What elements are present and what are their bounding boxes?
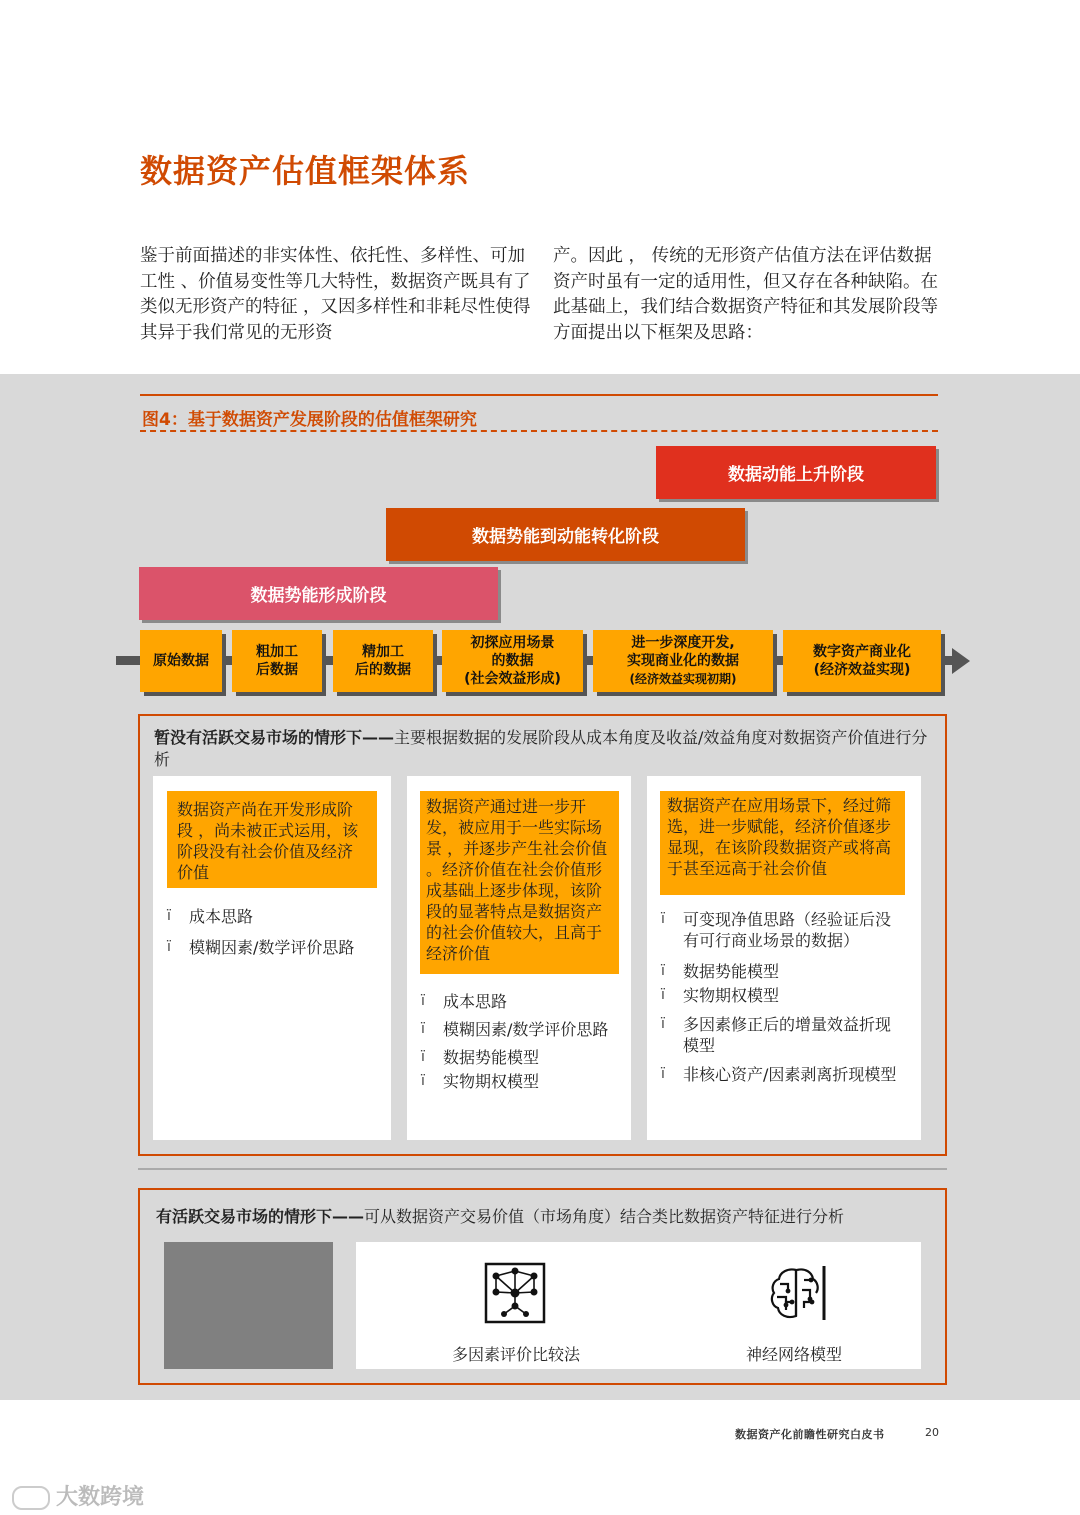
list-item: ï 数据势能模型: [421, 1047, 611, 1068]
figure-caption: 图4：基于数据资产发展阶段的估值框架研究: [142, 410, 477, 430]
stage-label: 数据动能上升阶段: [728, 465, 864, 485]
intro-right-column: 产。因此 ， 传统的无形资产估值方法在评估数据资产时虽有一定的适用性，但又存在各种缺陷。在此基础上，我们结合数据资产特征和其发展阶段等方面提出以下框架及思路：: [553, 246, 938, 343]
step-line: 精加工: [362, 644, 404, 660]
step-line: 粗加工: [256, 644, 298, 660]
caption-top-rule: [140, 394, 938, 396]
page-title: 数据资产估值框架体系: [140, 152, 471, 190]
list-item: ï 数据势能模型: [661, 961, 897, 982]
list-item: ï 多因素修正后的增量效益折现模型: [661, 1014, 897, 1056]
method-label-multifactor: 多因素评价比较法: [451, 1345, 580, 1364]
step-line: 的数据: [491, 653, 534, 669]
step-line: 后的数据: [355, 662, 411, 678]
footer-page-number: 20: [925, 1426, 939, 1439]
stage-bar-potential-formation: [139, 567, 498, 620]
list-item: ï 成本思路: [421, 991, 611, 1012]
step-line: 进一步深度开发,: [631, 635, 735, 651]
watermark-text: 大数跨境: [56, 1485, 145, 1510]
caption-bottom-rule: [140, 430, 938, 432]
heading-text: 主要根据数据的发展阶段从成本角度及收益/效益角度对数据资产价值进行分析: [154, 728, 928, 769]
heading-bold: 有活跃交易市场的情形下——: [156, 1207, 365, 1226]
heading-text: 可从数据资产交易价值（市场角度）结合类比数据资产特征进行分析: [364, 1207, 845, 1226]
list-item: ï 实物期权模型: [421, 1071, 611, 1092]
section-divider: [138, 1168, 947, 1170]
stage-bar-kinetic-rise: [656, 446, 936, 499]
step-fine-processed: [333, 630, 433, 692]
step-line: 初探应用场景: [470, 635, 555, 651]
list-item: ï 模糊因素/数学评价思路: [167, 937, 367, 958]
stage-label: 数据势能到动能转化阶段: [472, 527, 659, 547]
footer-document-title: 数据资产化前瞻性研究白皮书: [735, 1428, 885, 1441]
step-rough-processed: [232, 630, 322, 692]
step-commercialization: [593, 630, 773, 692]
market-heading: [156, 1206, 936, 1228]
list-item: ï 模糊因素/数学评价思路: [421, 1019, 611, 1040]
watermark-logo-icon: [12, 1486, 50, 1510]
intro-left-column: 鉴于前面描述的非实体性、依托性、多样性、可加工性 、价值易变性等几大特性，数据资产既具有了类似无形资产的特征 ，又因多样性和非耗尽性使得其异于我们常见的无形资: [140, 246, 531, 343]
image-placeholder: [164, 1242, 333, 1369]
no-market-heading: [154, 727, 929, 771]
method-label-neural-network: 神经网络模型: [745, 1345, 842, 1364]
step-raw-data: [140, 630, 222, 692]
method-list-2: [421, 991, 611, 1092]
stage-note-2: 数据资产通过进一步开发，被应用于一些实际场景 ，并逐步产生社会价值 。经济价值在社会价值形成基础上逐步体现，该阶段的显著特点是数据资产的社会价值较大，且高于经济价值: [420, 791, 619, 974]
step-line: (社会效益形成): [464, 671, 561, 687]
stage-note-1: 数据资产尚在开发形成阶段 ，尚未被正式运用，该阶段没有社会价值及经济价值: [167, 791, 377, 888]
stage-label: 数据势能形成阶段: [250, 586, 387, 606]
network-diagram-icon: [484, 1262, 546, 1324]
step-line: 后数据: [256, 662, 298, 678]
method-list-3: [661, 909, 897, 1085]
heading-bold: 暂没有活跃交易市场的情形下——: [154, 728, 395, 747]
step-line: (经济效益实现初期): [629, 672, 737, 686]
step-line: 数字资产商业化: [813, 644, 911, 660]
arrow-right-icon: [952, 648, 970, 674]
list-item: ï 实物期权模型: [661, 985, 897, 1006]
stage-bar-potential-to-kinetic: [386, 508, 745, 561]
stage-note-3: 数据资产在应用场景下，经过筛选，进一步赋能，经济价值逐步显现，在该阶段数据资产或将高于甚至远高于社会价值: [660, 791, 905, 895]
list-item: ï 成本思路: [167, 906, 367, 927]
step-line: 原始数据: [153, 653, 209, 669]
watermark: [12, 1480, 144, 1511]
list-item: ï 非核心资产/因素剥离折现模型: [661, 1064, 897, 1085]
step-digital-asset-commercialized: [783, 630, 941, 692]
brain-circuit-icon: [766, 1262, 828, 1324]
step-line: 实现商业化的数据: [627, 653, 739, 669]
list-item: ï 可变现净值思路（经验证后没有可行商业场景的数据）: [661, 909, 897, 951]
step-line: (经济效益实现): [813, 662, 911, 678]
method-list-1: [167, 906, 367, 958]
step-initial-application: [442, 630, 583, 692]
